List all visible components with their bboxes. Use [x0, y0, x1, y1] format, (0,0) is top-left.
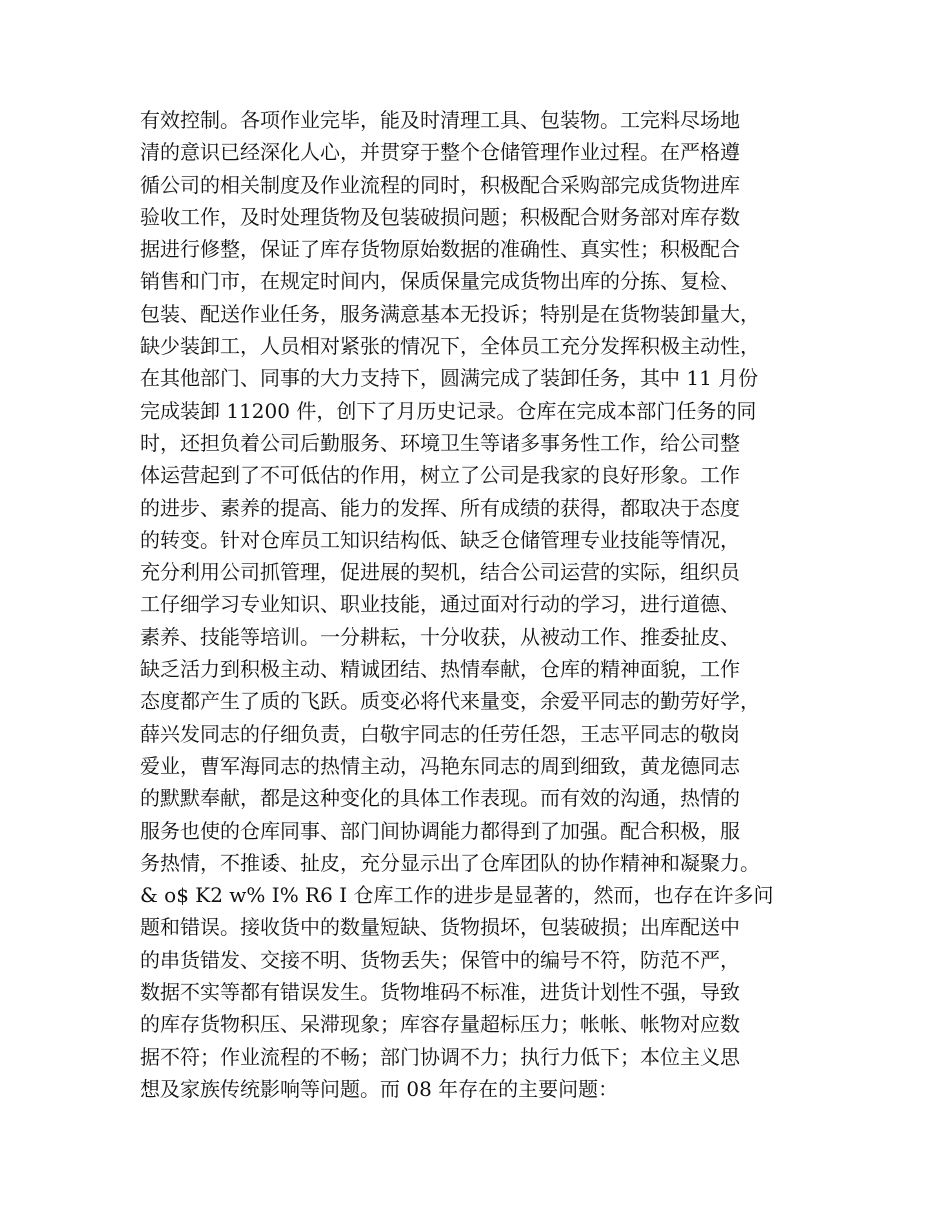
- text-line: 循公司的相关制度及作业流程的同时，积极配合采购部完成货物进库: [140, 172, 740, 197]
- text-line: 缺乏活力到积极主动、精诚团结、热情奉献，仓库的精神面貌，工作: [140, 657, 740, 682]
- text-line: & o$ K2 w% I% R6 I 仓库工作的进步是显著的，然而，也存在许多问: [140, 883, 774, 908]
- text-line: 的进步、素养的提高、能力的发挥、所有成绩的获得，都取决于态度: [140, 495, 740, 520]
- text-line: 充分利用公司抓管理，促进展的契机，结合公司运营的实际，组织员: [140, 560, 740, 585]
- text-line: 爱业，曹军海同志的热情主动，冯艳东同志的周到细致，黄龙德同志: [140, 753, 740, 778]
- text-line: 的转变。针对仓库员工知识结构低、缺乏仓储管理专业技能等情况，: [140, 527, 740, 552]
- text-line: 的库存货物积压、呆滞现象；库容存量超标压力；帐帐、帐物对应数: [140, 1012, 740, 1037]
- text-line: 态度都产生了质的飞跃。质变必将代来量变，余爱平同志的勤劳好学，: [140, 689, 760, 714]
- text-line: 据进行修整，保证了库存货物原始数据的准确性、真实性；积极配合: [140, 237, 740, 262]
- text-line: 在其他部门、同事的大力支持下，圆满完成了装卸任务，其中 11 月份: [140, 366, 759, 391]
- text-line: 据不符；作业流程的不畅；部门协调不力；执行力低下；本位主义思: [140, 1044, 740, 1069]
- text-line: 有效控制。各项作业完毕，能及时清理工具、包装物。工完料尽场地: [140, 108, 740, 132]
- text-line: 包装、配送作业任务，服务满意基本无投诉；特别是在货物装卸量大，: [140, 301, 760, 326]
- text-line: 服务也使的仓库同事、部门间协调能力都得到了加强。配合积极，服: [140, 818, 740, 843]
- text-line: 清的意识已经深化人心，并贯穿于整个仓储管理作业过程。在严格遵: [140, 140, 740, 165]
- text-line: 数据不实等都有错误发生。货物堆码不标准，进货计划性不强，导致: [140, 980, 740, 1005]
- text-line: 题和错误。接收货中的数量短缺、货物损坏，包装破损；出库配送中: [140, 915, 740, 940]
- text-line: 务热情，不推诿、扯皮，充分显示出了仓库团队的协作精神和凝聚力。: [140, 850, 760, 875]
- text-line: 工仔细学习专业知识、职业技能，通过面对行动的学习，进行道德、: [140, 592, 740, 617]
- body-paragraph: [140, 104, 820, 1105]
- text-line: 的串货错发、交接不明、货物丢失；保管中的编号不符，防范不严，: [140, 947, 740, 972]
- text-line: 素养、技能等培训。一分耕耘，十分收获，从被动工作、推委扯皮、: [140, 624, 740, 649]
- text-line: 验收工作，及时处理货物及包装破损问题；积极配合财务部对库存数: [140, 204, 740, 229]
- text-line: 完成装卸 11200 件，创下了月历史记录。仓库在完成本部门任务的同: [140, 398, 757, 423]
- text-line: 缺少装卸工，人员相对紧张的情况下，全体员工充分发挥积极主动性，: [140, 334, 760, 359]
- text-line: 想及家族传统影响等问题。而 08 年存在的主要问题：: [140, 1076, 619, 1101]
- text-line: 时，还担负着公司后勤服务、环境卫生等诸多事务性工作，给公司整: [140, 430, 740, 455]
- text-line: 体运营起到了不可低估的作用，树立了公司是我家的良好形象。工作: [140, 463, 740, 488]
- text-line: 薛兴发同志的仔细负责，白敬宇同志的任劳任怨，王志平同志的敬岗: [140, 721, 740, 746]
- text-line: 销售和门市，在规定时间内，保质保量完成货物出库的分拣、复检、: [140, 269, 740, 294]
- text-line: 的默默奉献，都是这种变化的具体工作表现。而有效的沟通，热情的: [140, 786, 740, 811]
